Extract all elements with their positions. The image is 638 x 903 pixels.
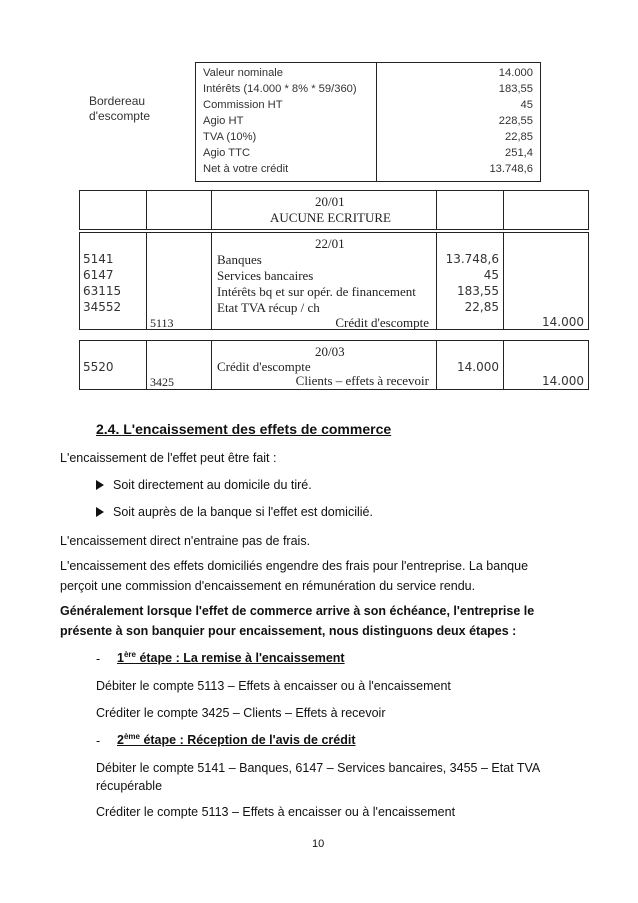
step2-dash: - [96,734,101,748]
bordereau-row-value: 22,85 [505,131,533,143]
bordereau-row-label: TVA (10%) [203,131,257,143]
journal-date: 20/03 [315,344,345,359]
bordereau-label-line2: d'escompte [89,109,150,123]
bullet-text: Soit auprès de la banque si l'effet est domicilié. [113,505,373,519]
bordereau-row [196,163,540,178]
bordereau-row-value: 14.000 [498,67,533,79]
step1-number: 1 [117,651,124,666]
arrow-bullet-icon [96,507,104,517]
bordereau-table [195,62,541,182]
journal-date: 20/01 [315,194,345,209]
credit-account: 3425 [150,375,174,389]
journal-caption: AUCUNE ECRITURE [270,210,391,225]
bordereau-row [196,99,540,114]
journal-entry-20-03 [79,340,589,390]
bordereau-row-value: 13.748,6 [489,163,533,175]
step2-debit-line2: récupérable [96,779,163,793]
bordereau-row-value: 183,55 [498,83,533,95]
credit-amount: 14.000 [542,315,584,329]
step2-credit: Créditer le compte 5113 – Effets à encaisser ou à l'encaissement [96,805,456,819]
debit-amount: 14.000 [457,360,499,374]
debit-account: 5520 [83,360,114,374]
journal-entry-20-01 [79,190,589,230]
entry-label: Crédit d'escompte [217,359,311,374]
credit-amount: 14.000 [542,374,584,388]
bordereau-row-value: 228,55 [498,115,533,127]
paragraph-direct: L'encaissement direct n'entraine pas de frais. [60,534,311,548]
debit-amount: 183,55 [457,284,499,298]
bordereau-row-label: Agio HT [203,115,244,127]
paragraph-steps-line1: Généralement lorsque l'effet de commerce arrive à son échéance, l'entreprise le [60,604,535,618]
bordereau-row-label: Commission HT [203,99,283,111]
debit-amount: 13.748,6 [445,252,499,266]
paragraph-fees-line1: L'encaissement des effets domiciliés engendre des frais pour l'entreprise. La banque [60,559,529,573]
journal-date: 22/01 [315,236,345,251]
step1-dash: - [96,652,101,666]
bullet-text: Soit directement au domicile du tiré. [113,478,312,492]
bordereau-row-label: Agio TTC [203,147,251,159]
bordereau-row [196,115,540,130]
arrow-bullet-icon [96,480,104,490]
paragraph-fees-line2: perçoit une commission d'encaissement en rémunération du service rendu. [60,579,476,593]
debit-account: 63115 [83,284,122,298]
journal-entry-22-01 [79,232,589,330]
bordereau-row [196,67,540,82]
bordereau-row [196,131,540,146]
step1-superscript: ère [123,650,136,659]
debit-account: 6147 [83,268,114,282]
step2-debit-line1: Débiter le compte 5141 – Banques, 6147 – Services bancaires, 3455 – Etat TVA [96,761,541,775]
paragraph-steps-line2: présente à son banquier pour encaissement, nous distinguons deux étapes : [60,624,517,638]
bordereau-row-label: Net à votre crédit [203,163,289,175]
step1-debit: Débiter le compte 5113 – Effets à encaisser ou à l'encaissement [96,679,451,693]
bordereau-row-label: Valeur nominale [203,67,284,79]
bordereau-label [89,94,150,124]
bordereau-row-label: Intérêts (14.000 * 8% * 59/360) [203,83,357,95]
credit-label: Clients – effets à recevoir [295,373,429,388]
entry-label: Intérêts bq et sur opér. de financement [217,284,416,299]
section-heading: 2.4. L'encaissement des effets de commerce [96,421,392,437]
bordereau-row-value: 45 [520,99,533,111]
step1-credit: Créditer le compte 3425 – Clients – Effets à recevoir [96,706,386,720]
credit-label: Crédit d'escompte [335,315,429,330]
bordereau-row [196,147,540,162]
entry-label: Services bancaires [217,268,314,283]
entry-label: Banques [217,252,262,267]
debit-account: 34552 [83,300,122,314]
step2-superscript: ème [123,732,140,741]
paragraph-intro: L'encaissement de l'effet peut être fait : [60,451,277,465]
bordereau-label-line1: Bordereau [89,94,146,108]
step1-title-text: étape : La remise à l'encaissement [135,651,345,666]
bullet-item [96,478,312,492]
debit-amount: 45 [483,268,499,282]
step1-title [117,650,345,665]
debit-account: 5141 [83,252,114,266]
bordereau-row [196,83,540,98]
bordereau-row-value: 251,4 [505,147,533,159]
step2-title [117,732,356,747]
entry-label: Etat TVA récup / ch [217,300,320,315]
bullet-item [96,505,373,519]
page-number: 10 [312,838,325,850]
step2-title-text: étape : Réception de l'avis de crédit [139,733,356,748]
credit-account: 5113 [150,316,174,330]
step2-number: 2 [117,733,124,748]
debit-amount: 22,85 [464,300,499,314]
